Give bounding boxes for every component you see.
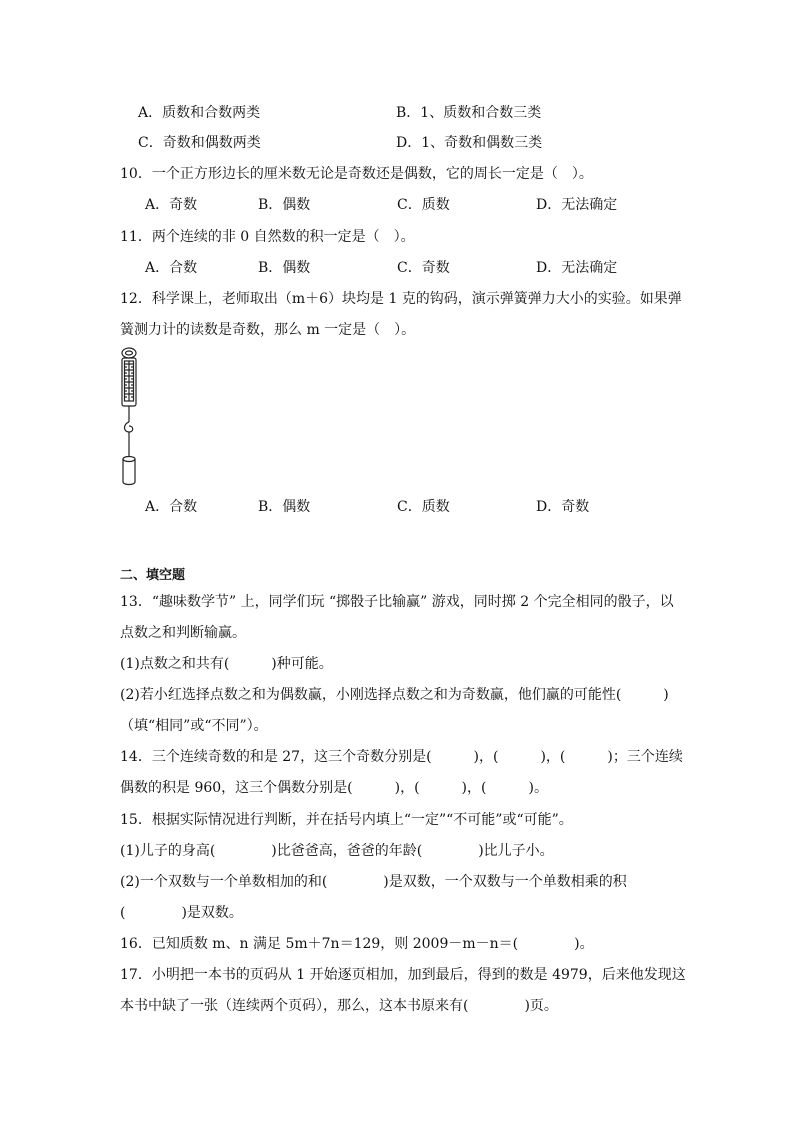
q12-option-d: D．奇数 bbox=[536, 499, 590, 515]
q13-line2: 点数之和判断输赢。 bbox=[120, 625, 246, 641]
q15-sub2: (2)一个双数与一个单数相加的和( )是双数，一个双数与一个单数相乘的积 bbox=[120, 874, 627, 890]
q12-stem-line2: 簧测力计的读数是奇数，那么 m 一定是（ ）。 bbox=[120, 322, 416, 338]
q11-option-d: D．无法确定 bbox=[536, 260, 618, 276]
q10-option-b: B．偶数 bbox=[258, 197, 311, 213]
q13-sub2: (2)若小红选择点数之和为偶数赢，小刚选择点数之和为奇数赢，他们赢的可能性( ) bbox=[120, 687, 669, 703]
weight-top bbox=[123, 457, 135, 462]
q17-line1: 17．小明把一本书的页码从 1 开始逐页相加，加到最后，得到的数是 4979，后来他发现这 bbox=[120, 967, 686, 983]
scale-ring-outer bbox=[122, 348, 136, 358]
q12-stem-line1: 12．科学课上，老师取出（m＋6）块均是 1 克的钩码，演示弹簧弹力大小的实验。如果弹 bbox=[120, 291, 682, 307]
q13-sub1: (1)点数之和共有( )种可能。 bbox=[120, 656, 333, 672]
q15-sub1: (1)儿子的身高( )比爸爸高，爸爸的年龄( )比儿子小。 bbox=[120, 843, 554, 859]
q14-line2: 偶数的积是 960，这三个偶数分别是( )，( )，( )。 bbox=[120, 780, 548, 796]
q12-option-a: A．合数 bbox=[145, 499, 198, 515]
q14-line1: 14．三个连续奇数的和是 27，这三个奇数分别是( )，( )，( )；三个连续 bbox=[120, 749, 683, 765]
spring-scale-figure bbox=[114, 346, 146, 488]
scale-ring-inner bbox=[126, 351, 133, 355]
q10-option-d: D．无法确定 bbox=[536, 197, 618, 213]
q11-option-b: B．偶数 bbox=[258, 260, 311, 276]
q10-option-a: A．奇数 bbox=[145, 197, 198, 213]
q15-stem: 15．根据实际情况进行判断，并在括号内填上“一定”“不可能”或“可能”。 bbox=[120, 812, 573, 828]
q10-option-c: C．质数 bbox=[397, 197, 450, 213]
q9-option-c: C．奇数和偶数两类 bbox=[138, 135, 261, 151]
q12-option-c: C．质数 bbox=[397, 499, 450, 515]
section-title-fill-in: 二、填空题 bbox=[120, 568, 186, 583]
q11-option-c: C．奇数 bbox=[397, 260, 450, 276]
q16-stem: 16．已知质数 m、n 满足 5m＋7n＝129，则 2009－m－n＝( )。 bbox=[120, 936, 594, 952]
q13-sub2b: （填“相同”或“不同”）。 bbox=[120, 718, 268, 734]
q13-line1: 13．“趣味数学节” 上，同学们玩 “掷骰子比输赢” 游戏，同时掷 2 个完全相同的骰子，以 bbox=[120, 594, 674, 610]
q11-stem: 11．两个连续的非 0 自然数的积一定是（ ）。 bbox=[120, 229, 415, 245]
q10-stem: 10．一个正方形边长的厘米数无论是奇数还是偶数，它的周长一定是（ ）。 bbox=[120, 166, 593, 182]
q9-option-d: D．1、奇数和偶数三类 bbox=[396, 135, 543, 151]
q12-option-b: B．偶数 bbox=[258, 499, 311, 515]
q15-sub2b: ( )是双数。 bbox=[120, 905, 243, 921]
q9-option-a: A．质数和合数两类 bbox=[138, 105, 261, 121]
weight-body bbox=[123, 459, 135, 485]
q17-line2: 本书中缺了一张（连续两个页码），那么，这本书原来有( )页。 bbox=[120, 998, 558, 1014]
scale-hook bbox=[125, 422, 133, 432]
q11-option-a: A．合数 bbox=[145, 260, 198, 276]
q9-option-b: B．1、质数和合数三类 bbox=[396, 105, 542, 121]
